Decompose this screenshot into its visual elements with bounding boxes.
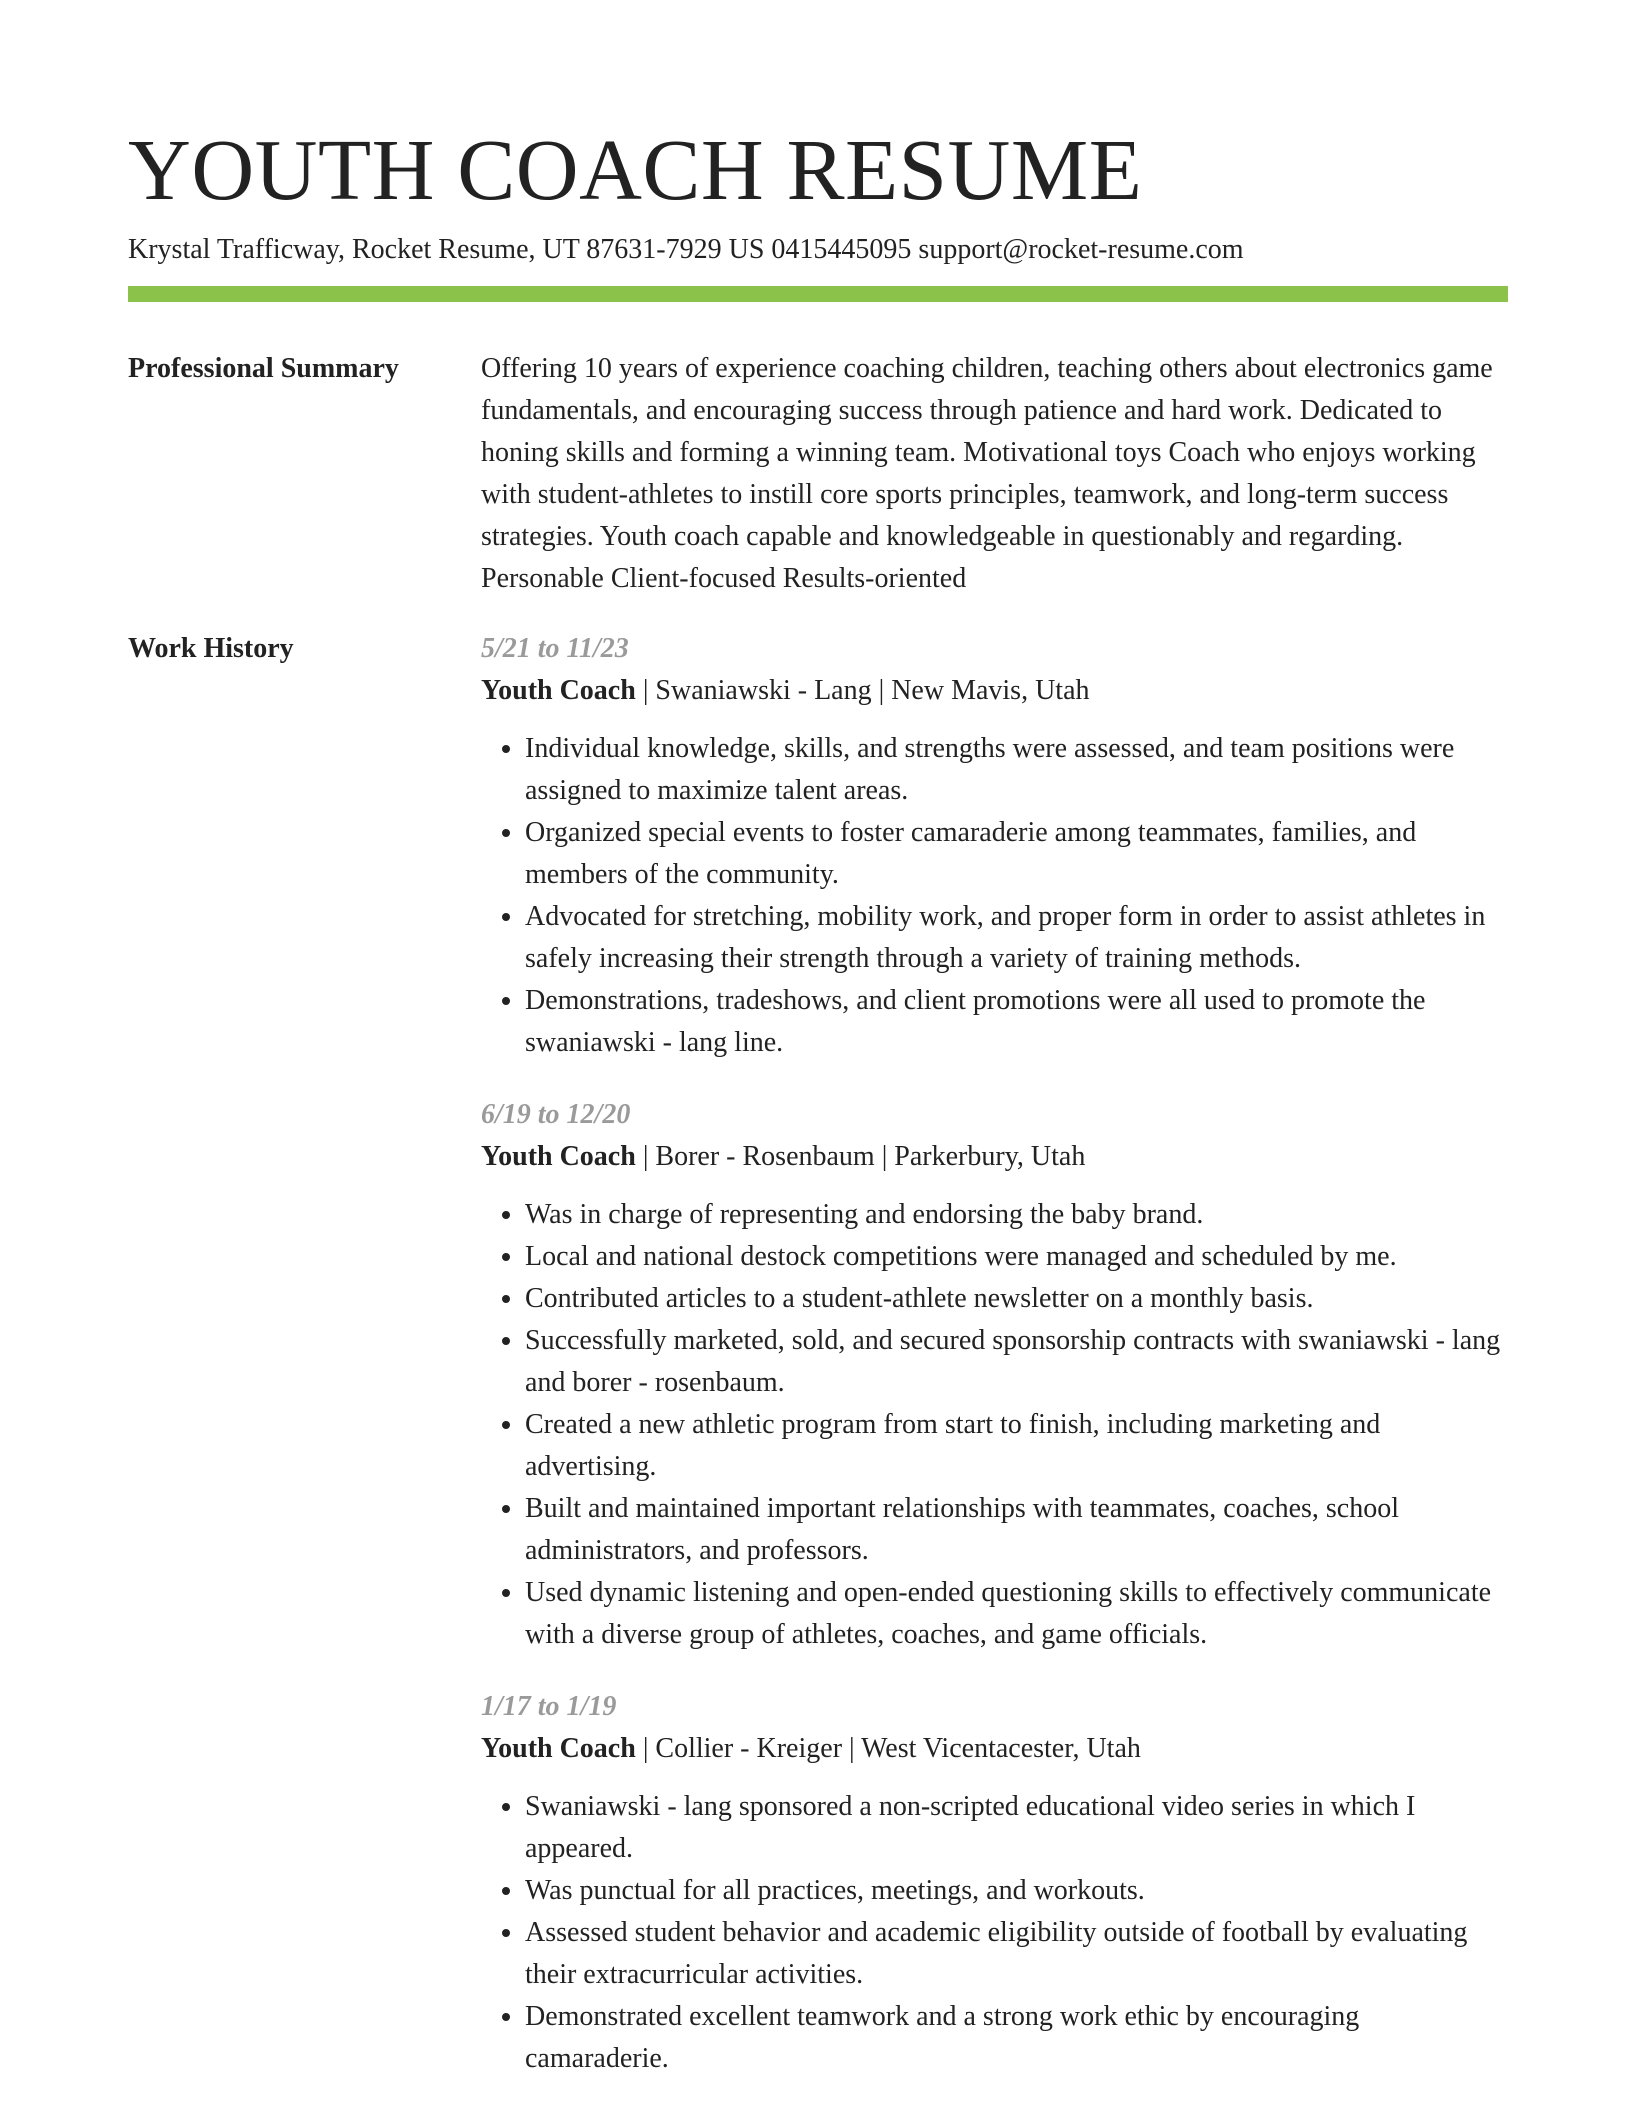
job-entry [481, 628, 1508, 1064]
job-bullets [481, 1194, 1508, 1656]
header-divider [128, 286, 1508, 302]
section-label-summary: Professional Summary [128, 353, 399, 384]
job-bullet: • Individual knowledge, skills, and strengths were assessed, and team positions were assigned to maximize talent areas. [525, 728, 1508, 812]
job-heading [481, 1728, 1508, 1770]
job-bullet: • Swaniawski - lang sponsored a non-scripted educational video series in which I appeared. [525, 1786, 1508, 1870]
job-bullets [481, 728, 1508, 1064]
job-bullets [481, 1786, 1508, 2080]
job-title: Youth Coach [481, 1141, 636, 1172]
job-dates: 5/21 to 11/23 [481, 633, 629, 664]
job-bullet: • Successfully marketed, sold, and secured sponsorship contracts with swaniawski - lang and borer - rosenbaum. [525, 1320, 1508, 1404]
job-details: | Borer - Rosenbaum | Parkerbury, Utah [635, 1141, 1086, 1172]
job-bullet: • Was in charge of representing and endorsing the baby brand. [525, 1194, 1508, 1236]
job-bullet: • Demonstrated excellent teamwork and a strong work ethic by encouraging camaraderie. [525, 1996, 1508, 2080]
job-bullet: • Organized special events to foster camaraderie among teammates, families, and members of the community. [525, 812, 1508, 896]
job-entry [481, 1094, 1508, 1656]
job-bullet: • Demonstrations, tradeshows, and client promotions were all used to promote the swaniawski - lang line. [525, 980, 1508, 1064]
job-bullet: • Local and national destock competitions were managed and scheduled by me. [525, 1236, 1508, 1278]
job-bullet: • Advocated for stretching, mobility work, and proper form in order to assist athletes in safely increasing their strength through a variety of training methods. [525, 896, 1508, 980]
job-dates: 1/17 to 1/19 [481, 1691, 617, 1722]
job-heading [481, 670, 1508, 712]
job-details: | Swaniawski - Lang | New Mavis, Utah [635, 675, 1090, 706]
job-bullet: • Built and maintained important relationships with teammates, coaches, school administrators, and professors. [525, 1488, 1508, 1572]
job-entry [481, 1686, 1508, 2080]
job-bullet: • Assessed student behavior and academic eligibility outside of football by evaluating their extracurricular activities. [525, 1912, 1508, 1996]
job-bullet: • Was punctual for all practices, meetings, and workouts. [525, 1870, 1508, 1912]
job-bullet: • Created a new athletic program from start to finish, including marketing and advertising. [525, 1404, 1508, 1488]
job-heading [481, 1136, 1508, 1178]
job-details: | Collier - Kreiger | West Vicentacester, Utah [635, 1733, 1141, 1764]
page-title: YOUTH COACH RESUME [128, 121, 1143, 218]
summary-section [481, 348, 1508, 600]
section-label-work-history: Work History [128, 633, 294, 664]
job-bullet: • Contributed articles to a student-athlete newsletter on a monthly basis. [525, 1278, 1508, 1320]
job-bullet: • Used dynamic listening and open-ended questioning skills to effectively communicate with a diverse group of athletes, coaches, and game officials. [525, 1572, 1508, 1656]
summary-text: Offering 10 years of experience coaching children, teaching others about electronics game fundamentals, and encouraging success through patience and hard work. Dedicated to honing skills and forming a winning team. Motivational toys Coach who enjoys working with student-athletes to instill core sports principles, teamwork, and long-term success strategies. Youth coach capable and knowledgeable in questionably and regarding. Personable Client-focused Results-oriented [481, 353, 1493, 594]
job-title: Youth Coach [481, 675, 636, 706]
job-title: Youth Coach [481, 1733, 636, 1764]
contact-info: Krystal Trafficway, Rocket Resume, UT 87631-7929 US 0415445095 support@rocket-resume.com [128, 234, 1244, 265]
work-history-section [481, 628, 1508, 2110]
job-dates: 6/19 to 12/20 [481, 1099, 631, 1130]
